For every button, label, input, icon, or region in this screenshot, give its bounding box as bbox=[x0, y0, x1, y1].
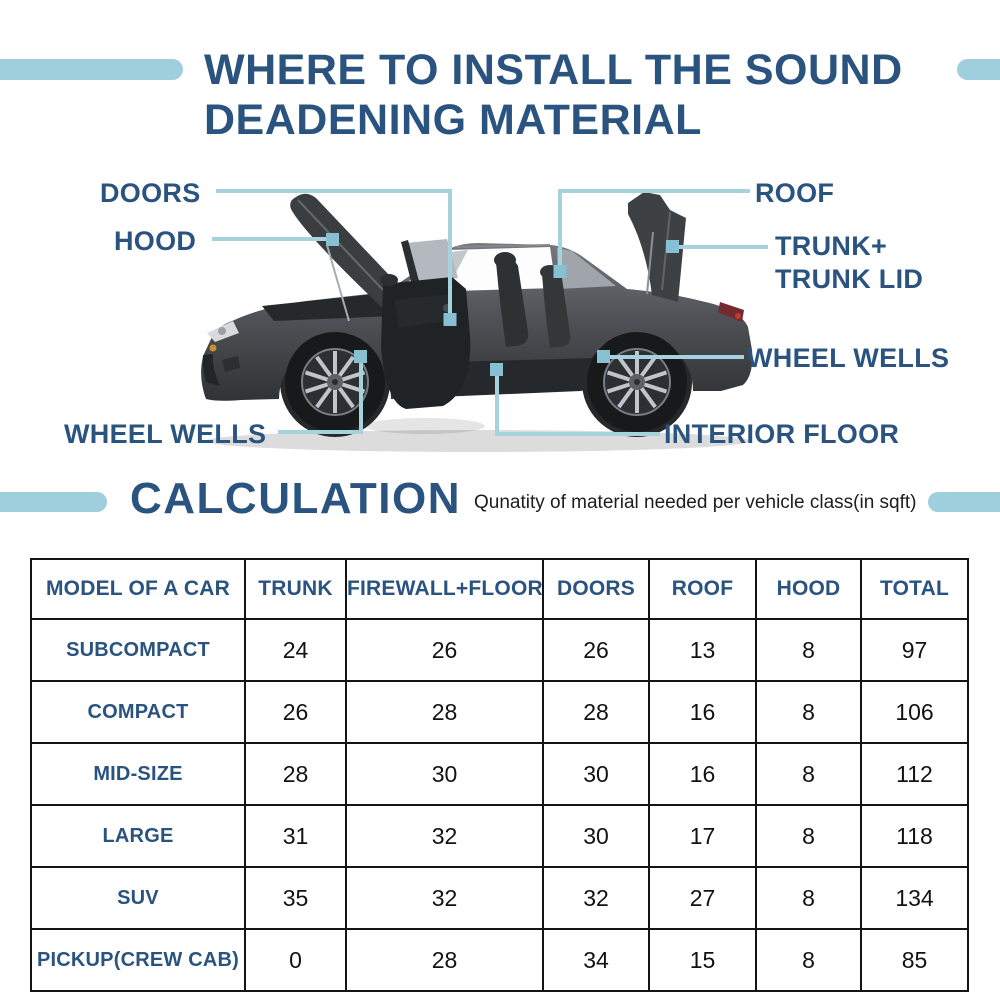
value-cell: 30 bbox=[543, 805, 649, 867]
label-hood: HOOD bbox=[114, 226, 197, 256]
value-cell: 27 bbox=[649, 867, 756, 929]
table-row bbox=[31, 681, 968, 743]
model-cell: PICKUP(CREW CAB) bbox=[31, 929, 245, 991]
value-cell: 8 bbox=[756, 681, 861, 743]
value-cell: 26 bbox=[245, 681, 346, 743]
label-trunk-line1: TRUNK+ bbox=[775, 231, 888, 261]
table-header-row bbox=[31, 559, 968, 619]
value-cell: 118 bbox=[861, 805, 968, 867]
rear-quarter-glass bbox=[557, 248, 616, 289]
value-cell: 24 bbox=[245, 619, 346, 681]
table-body bbox=[31, 619, 968, 991]
value-cell: 85 bbox=[861, 929, 968, 991]
table-row bbox=[31, 867, 968, 929]
model-cell: MID-SIZE bbox=[31, 743, 245, 805]
table-row bbox=[31, 743, 968, 805]
value-cell: 97 bbox=[861, 619, 968, 681]
value-cell: 0 bbox=[245, 929, 346, 991]
value-cell: 32 bbox=[543, 867, 649, 929]
value-cell: 28 bbox=[245, 743, 346, 805]
value-cell: 8 bbox=[756, 929, 861, 991]
calculation-subtitle: Qunatity of material needed per vehicle class(in sqft) bbox=[474, 492, 917, 513]
value-cell: 17 bbox=[649, 805, 756, 867]
value-cell: 15 bbox=[649, 929, 756, 991]
table-row bbox=[31, 929, 968, 991]
value-cell: 8 bbox=[756, 619, 861, 681]
label-roof: ROOF bbox=[755, 178, 835, 208]
value-cell: 16 bbox=[649, 681, 756, 743]
calculation-heading: CALCULATION bbox=[130, 474, 461, 523]
column-header: DOORS bbox=[543, 559, 649, 619]
calc-accent-bar-left bbox=[0, 492, 107, 512]
label-wheel-wells-left: WHEEL WELLS bbox=[64, 419, 267, 449]
value-cell: 28 bbox=[543, 681, 649, 743]
value-cell: 26 bbox=[346, 619, 543, 681]
side-mirror bbox=[380, 274, 398, 286]
value-cell: 32 bbox=[346, 805, 543, 867]
value-cell: 13 bbox=[649, 619, 756, 681]
table-row bbox=[31, 805, 968, 867]
model-cell: COMPACT bbox=[31, 681, 245, 743]
label-wheel-wells-right: WHEEL WELLS bbox=[747, 343, 950, 373]
value-cell: 8 bbox=[756, 867, 861, 929]
title-accent-bar-left bbox=[0, 59, 183, 80]
turn-signal bbox=[210, 345, 217, 352]
open-trunk-lid bbox=[628, 192, 686, 302]
label-doors: DOORS bbox=[100, 178, 201, 208]
column-header: TOTAL bbox=[861, 559, 968, 619]
column-header: FIREWALL+FLOOR bbox=[346, 559, 543, 619]
table-row bbox=[31, 619, 968, 681]
value-cell: 31 bbox=[245, 805, 346, 867]
interior-floor-surface bbox=[450, 358, 600, 396]
value-cell: 30 bbox=[346, 743, 543, 805]
label-trunk-line2: TRUNK LID bbox=[775, 264, 924, 294]
value-cell: 30 bbox=[543, 743, 649, 805]
calc-accent-bar-right bbox=[928, 492, 1000, 512]
column-header: MODEL OF A CAR bbox=[31, 559, 245, 619]
calculation-table bbox=[30, 558, 969, 992]
model-cell: SUV bbox=[31, 867, 245, 929]
value-cell: 34 bbox=[543, 929, 649, 991]
label-interior-floor: INTERIOR FLOOR bbox=[664, 419, 900, 449]
value-cell: 112 bbox=[861, 743, 968, 805]
value-cell: 8 bbox=[756, 743, 861, 805]
title-accent-bar-right bbox=[957, 59, 1000, 80]
page-title-line1: WHERE TO INSTALL THE SOUND bbox=[204, 46, 903, 94]
rear-wheel bbox=[587, 332, 687, 432]
value-cell: 16 bbox=[649, 743, 756, 805]
model-cell: LARGE bbox=[31, 805, 245, 867]
value-cell: 26 bbox=[543, 619, 649, 681]
label-trunk bbox=[775, 230, 923, 296]
value-cell: 8 bbox=[756, 805, 861, 867]
value-cell: 28 bbox=[346, 681, 543, 743]
front-wheel bbox=[285, 332, 385, 432]
value-cell: 106 bbox=[861, 681, 968, 743]
page-title bbox=[204, 45, 903, 145]
value-cell: 28 bbox=[346, 929, 543, 991]
value-cell: 35 bbox=[245, 867, 346, 929]
page-title-line2: DEADENING MATERIAL bbox=[204, 96, 702, 144]
value-cell: 32 bbox=[346, 867, 543, 929]
column-header: ROOF bbox=[649, 559, 756, 619]
column-header: HOOD bbox=[756, 559, 861, 619]
model-cell: SUBCOMPACT bbox=[31, 619, 245, 681]
column-header: TRUNK bbox=[245, 559, 346, 619]
value-cell: 134 bbox=[861, 867, 968, 929]
